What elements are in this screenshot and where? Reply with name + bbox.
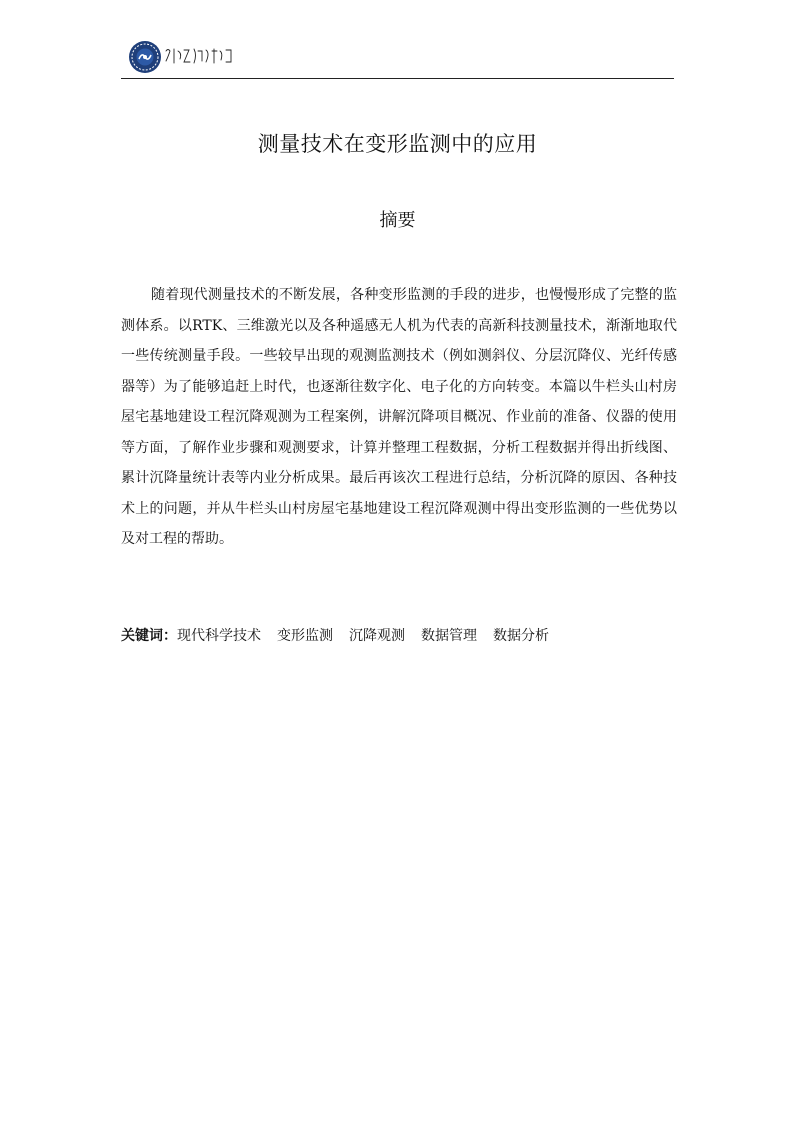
- abstract-heading: 摘要: [379, 210, 416, 231]
- abstract-text: 随着现代测量技术的不断发展，各种变形监测的手段的进步，也慢慢形成了完整的监测体系。以RTK、三维激光以及各种遥感无人机为代表的高新科技测量技术，渐渐地取代一些传统测量手段。一些较早出现的观测监测技术（例如测斜仪、分层沉降仪、光纤传感器等）为了能够追赶上时代，也逐渐往数字化、电子化的方向转变。本篇以牛栏头山村房屋宅基地建设工程沉降观测为工程案例，讲解沉降项目概况、作业前的准备、仪器的使用等方面，了解作业步骤和观测要求，计算并整理工程数据，分析工程数据并得出折线图、累计沉降量统计表等内业分析成果。最后再该次工程进行总结，分析沉降的原因、各种技术上的问题，并从牛栏头山村房屋宅基地建设工程沉降观测中得出变形监测的一些优势以及对工程的帮助。: [121, 287, 677, 547]
- keyword-item: 现代科学技术: [177, 628, 261, 644]
- keyword-item: 沉降观测: [349, 628, 405, 644]
- keywords-label: 关键词：: [121, 628, 177, 644]
- paper-title: 测量技术在变形监测中的应用: [257, 132, 538, 156]
- university-seal-logo: [128, 39, 238, 75]
- keywords-line: [121, 624, 674, 648]
- keyword-item: 变形监测: [277, 628, 333, 644]
- keyword-item: 数据分析: [493, 628, 549, 644]
- page-header: [121, 38, 674, 80]
- keyword-item: 数据管理: [421, 628, 477, 644]
- header-divider: [121, 78, 674, 79]
